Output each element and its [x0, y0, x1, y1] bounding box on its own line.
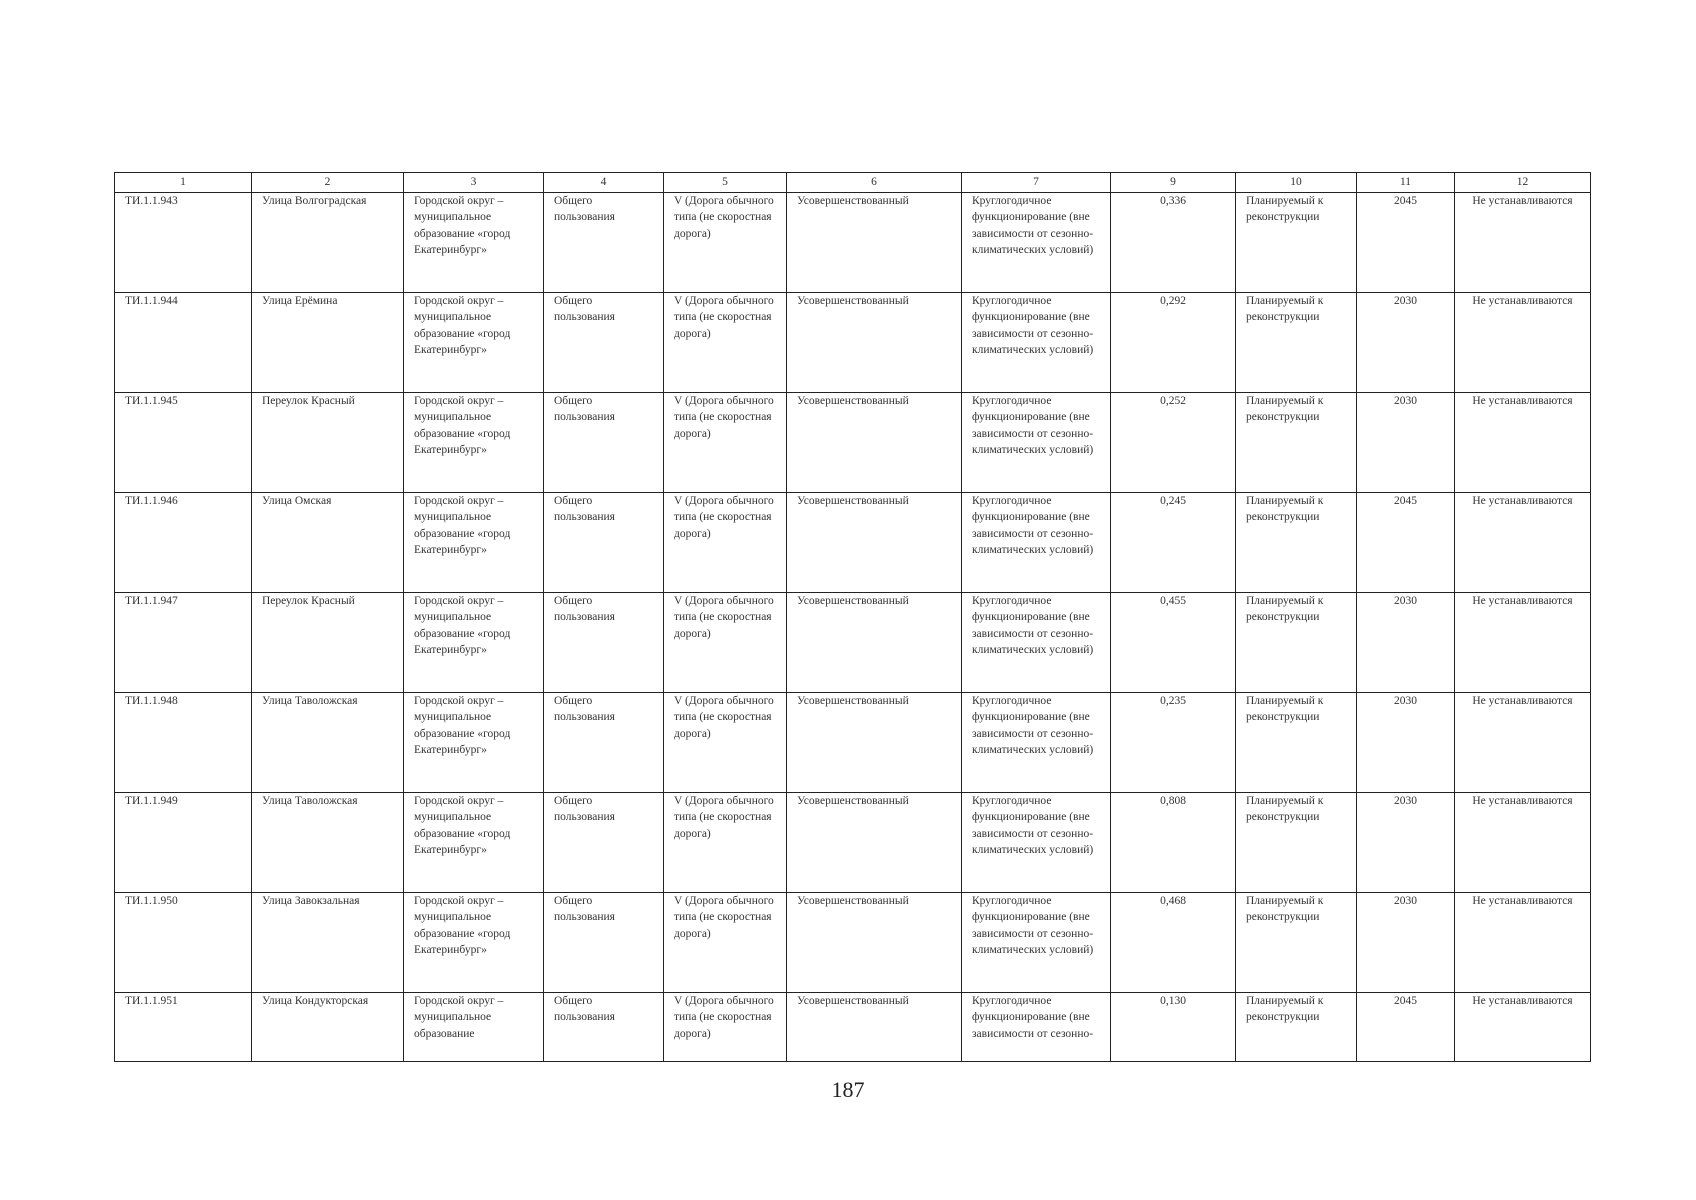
- cell-operation-mode: Круглогодичное функционирование (вне зависимости от сезонно-: [962, 993, 1111, 1062]
- cell-zones: Не устанавливаются: [1455, 693, 1591, 793]
- cell-status: Планируемый к реконструкции: [1236, 193, 1357, 293]
- cell-operation-mode: Круглогодичное функционирование (вне зависимости от сезонно-климатических условий): [962, 693, 1111, 793]
- cell-surface-type: Усовершенствованный: [787, 193, 962, 293]
- cell-municipality: Городской округ – муниципальное образование: [404, 993, 544, 1062]
- table-row: [115, 693, 1591, 793]
- cell-road-category: V (Дорога обычного типа (не скоростная дорога): [664, 393, 787, 493]
- cell-municipality: Городской округ – муниципальное образование «город Екатеринбург»: [404, 793, 544, 893]
- table-header-row: [115, 173, 1591, 193]
- cell-purpose: Общего пользования: [544, 493, 664, 593]
- table-row: [115, 393, 1591, 493]
- cell-status: Планируемый к реконструкции: [1236, 893, 1357, 993]
- cell-year: 2030: [1357, 593, 1455, 693]
- column-header: 7: [962, 173, 1111, 193]
- cell-object-id: ТИ.1.1.945: [115, 393, 252, 493]
- cell-status: Планируемый к реконструкции: [1236, 293, 1357, 393]
- cell-road-category: V (Дорога обычного типа (не скоростная дорога): [664, 993, 787, 1062]
- cell-purpose: Общего пользования: [544, 993, 664, 1062]
- cell-length: 0,468: [1111, 893, 1236, 993]
- column-header: 4: [544, 173, 664, 193]
- cell-length: 0,245: [1111, 493, 1236, 593]
- cell-purpose: Общего пользования: [544, 693, 664, 793]
- cell-surface-type: Усовершенствованный: [787, 393, 962, 493]
- cell-year: 2030: [1357, 693, 1455, 793]
- cell-operation-mode: Круглогодичное функционирование (вне зависимости от сезонно-климатических условий): [962, 493, 1111, 593]
- column-header: 6: [787, 173, 962, 193]
- column-header: 10: [1236, 173, 1357, 193]
- column-header: 5: [664, 173, 787, 193]
- cell-road-category: V (Дорога обычного типа (не скоростная дорога): [664, 593, 787, 693]
- cell-object-name: Улица Кондукторская: [252, 993, 404, 1062]
- column-header: 12: [1455, 173, 1591, 193]
- cell-zones: Не устанавливаются: [1455, 793, 1591, 893]
- cell-surface-type: Усовершенствованный: [787, 593, 962, 693]
- cell-length: 0,235: [1111, 693, 1236, 793]
- cell-municipality: Городской округ – муниципальное образование «город Екатеринбург»: [404, 393, 544, 493]
- cell-object-id: ТИ.1.1.948: [115, 693, 252, 793]
- cell-operation-mode: Круглогодичное функционирование (вне зависимости от сезонно-климатических условий): [962, 593, 1111, 693]
- cell-municipality: Городской округ – муниципальное образование «город Екатеринбург»: [404, 893, 544, 993]
- cell-length: 0,336: [1111, 193, 1236, 293]
- cell-status: Планируемый к реконструкции: [1236, 593, 1357, 693]
- cell-status: Планируемый к реконструкции: [1236, 393, 1357, 493]
- cell-object-name: Улица Таволожская: [252, 693, 404, 793]
- cell-zones: Не устанавливаются: [1455, 293, 1591, 393]
- cell-surface-type: Усовершенствованный: [787, 693, 962, 793]
- cell-operation-mode: Круглогодичное функционирование (вне зависимости от сезонно-климатических условий): [962, 793, 1111, 893]
- cell-road-category: V (Дорога обычного типа (не скоростная дорога): [664, 893, 787, 993]
- cell-road-category: V (Дорога обычного типа (не скоростная дорога): [664, 193, 787, 293]
- cell-length: 0,808: [1111, 793, 1236, 893]
- cell-length: 0,292: [1111, 293, 1236, 393]
- table-row: [115, 493, 1591, 593]
- cell-road-category: V (Дорога обычного типа (не скоростная дорога): [664, 793, 787, 893]
- cell-road-category: V (Дорога обычного типа (не скоростная дорога): [664, 293, 787, 393]
- cell-object-id: ТИ.1.1.950: [115, 893, 252, 993]
- cell-length: 0,252: [1111, 393, 1236, 493]
- cell-purpose: Общего пользования: [544, 293, 664, 393]
- cell-year: 2045: [1357, 993, 1455, 1062]
- cell-status: Планируемый к реконструкции: [1236, 993, 1357, 1062]
- cell-zones: Не устанавливаются: [1455, 493, 1591, 593]
- cell-object-id: ТИ.1.1.949: [115, 793, 252, 893]
- cell-length: 0,455: [1111, 593, 1236, 693]
- cell-year: 2045: [1357, 193, 1455, 293]
- cell-municipality: Городской округ – муниципальное образование «город Екатеринбург»: [404, 193, 544, 293]
- cell-object-id: ТИ.1.1.946: [115, 493, 252, 593]
- cell-surface-type: Усовершенствованный: [787, 293, 962, 393]
- cell-object-id: ТИ.1.1.947: [115, 593, 252, 693]
- cell-purpose: Общего пользования: [544, 193, 664, 293]
- cell-surface-type: Усовершенствованный: [787, 893, 962, 993]
- cell-object-name: Переулок Красный: [252, 593, 404, 693]
- cell-year: 2030: [1357, 293, 1455, 393]
- cell-year: 2030: [1357, 393, 1455, 493]
- cell-year: 2045: [1357, 493, 1455, 593]
- cell-road-category: V (Дорога обычного типа (не скоростная дорога): [664, 693, 787, 793]
- cell-status: Планируемый к реконструкции: [1236, 793, 1357, 893]
- column-header: 2: [252, 173, 404, 193]
- cell-zones: Не устанавливаются: [1455, 193, 1591, 293]
- cell-length: 0,130: [1111, 993, 1236, 1062]
- cell-operation-mode: Круглогодичное функционирование (вне зависимости от сезонно-климатических условий): [962, 393, 1111, 493]
- column-header: 9: [1111, 173, 1236, 193]
- cell-year: 2030: [1357, 893, 1455, 993]
- cell-municipality: Городской округ – муниципальное образование «город Екатеринбург»: [404, 293, 544, 393]
- table-row: [115, 893, 1591, 993]
- cell-zones: Не устанавливаются: [1455, 993, 1591, 1062]
- cell-operation-mode: Круглогодичное функционирование (вне зависимости от сезонно-климатических условий): [962, 193, 1111, 293]
- cell-object-name: Улица Завокзальная: [252, 893, 404, 993]
- cell-purpose: Общего пользования: [544, 593, 664, 693]
- cell-municipality: Городской округ – муниципальное образование «город Екатеринбург»: [404, 493, 544, 593]
- cell-purpose: Общего пользования: [544, 893, 664, 993]
- cell-municipality: Городской округ – муниципальное образование «город Екатеринбург»: [404, 593, 544, 693]
- cell-object-name: Улица Волгоградская: [252, 193, 404, 293]
- table-row: [115, 793, 1591, 893]
- cell-object-name: Улица Ерёмина: [252, 293, 404, 393]
- cell-operation-mode: Круглогодичное функционирование (вне зависимости от сезонно-климатических условий): [962, 293, 1111, 393]
- table-row: [115, 293, 1591, 393]
- cell-road-category: V (Дорога обычного типа (не скоростная дорога): [664, 493, 787, 593]
- cell-surface-type: Усовершенствованный: [787, 793, 962, 893]
- data-table: [114, 172, 1591, 1062]
- cell-object-name: Улица Омская: [252, 493, 404, 593]
- cell-object-id: ТИ.1.1.951: [115, 993, 252, 1062]
- cell-object-name: Улица Таволожская: [252, 793, 404, 893]
- column-header: 11: [1357, 173, 1455, 193]
- cell-zones: Не устанавливаются: [1455, 393, 1591, 493]
- cell-surface-type: Усовершенствованный: [787, 493, 962, 593]
- cell-object-id: ТИ.1.1.944: [115, 293, 252, 393]
- cell-zones: Не устанавливаются: [1455, 893, 1591, 993]
- table-body: [115, 173, 1591, 1062]
- page-number: 187: [831, 1077, 865, 1102]
- cell-object-id: ТИ.1.1.943: [115, 193, 252, 293]
- cell-purpose: Общего пользования: [544, 393, 664, 493]
- cell-zones: Не устанавливаются: [1455, 593, 1591, 693]
- table-row: [115, 593, 1591, 693]
- cell-operation-mode: Круглогодичное функционирование (вне зависимости от сезонно-климатических условий): [962, 893, 1111, 993]
- column-header: 3: [404, 173, 544, 193]
- cell-surface-type: Усовершенствованный: [787, 993, 962, 1062]
- cell-municipality: Городской округ – муниципальное образование «город Екатеринбург»: [404, 693, 544, 793]
- cell-purpose: Общего пользования: [544, 793, 664, 893]
- table-row: [115, 193, 1591, 293]
- table-row: [115, 993, 1591, 1062]
- cell-year: 2030: [1357, 793, 1455, 893]
- cell-status: Планируемый к реконструкции: [1236, 493, 1357, 593]
- cell-object-name: Переулок Красный: [252, 393, 404, 493]
- column-header: 1: [115, 173, 252, 193]
- cell-status: Планируемый к реконструкции: [1236, 693, 1357, 793]
